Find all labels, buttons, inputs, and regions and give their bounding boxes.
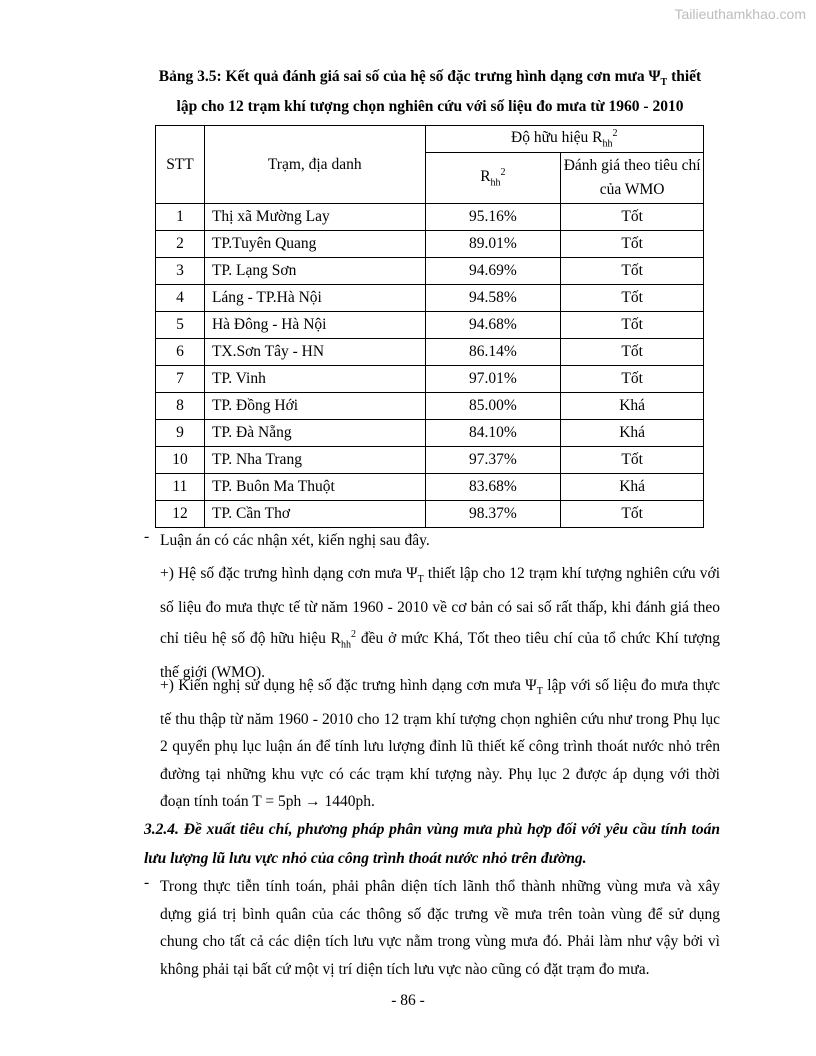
cell-eval: Khá: [561, 420, 704, 447]
cell-eval: Tốt: [561, 231, 704, 258]
table-row: [156, 366, 704, 393]
cell-stt: 9: [156, 420, 205, 447]
cell-station: TP.Tuyên Quang: [204, 231, 425, 258]
paragraph-intro: Luận án có các nhận xét, kiến nghị sau đây.: [160, 532, 430, 549]
cell-r: 94.58%: [425, 285, 561, 312]
cell-r: 97.01%: [425, 366, 561, 393]
cell-r: 86.14%: [425, 339, 561, 366]
cell-stt: 2: [156, 231, 205, 258]
cell-eval: Tốt: [561, 339, 704, 366]
cell-station: TP. Vinh: [204, 366, 425, 393]
table-row: [156, 501, 704, 528]
table-caption-line-1: Bảng 3.5: Kết quả đánh giá sai số của hệ số đặc trưng hình dạng cơn mưa $\Psi_T$ thiết: [158, 68, 702, 89]
cell-eval: Khá: [561, 393, 704, 420]
header-eval: Đánh giá theo tiêu chí của WMO: [561, 153, 704, 204]
cell-station: TP. Cần Thơ: [204, 501, 425, 528]
cell-stt: 3: [156, 258, 205, 285]
table-row: [156, 339, 704, 366]
cell-stt: 7: [156, 366, 205, 393]
table-header-row: [156, 126, 704, 153]
table-row: [156, 204, 704, 231]
page-number: - 86 -: [391, 992, 425, 1009]
bullet-dash: -: [144, 528, 150, 545]
cell-station: Láng - TP.Hà Nội: [204, 285, 425, 312]
cell-station: Hà Đông - Hà Nội: [204, 312, 425, 339]
cell-eval: Tốt: [561, 312, 704, 339]
header-station: Trạm, địa danh: [204, 126, 425, 204]
watermark: Tailieuthamkhao.com: [674, 6, 806, 22]
cell-eval: Tốt: [561, 258, 704, 285]
cell-r: 85.00%: [425, 393, 561, 420]
table-row: [156, 231, 704, 258]
cell-eval: Khá: [561, 474, 704, 501]
table-caption-line-2: lập cho 12 trạm khí tượng chọn nghiên cứu với số liệu đo mưa từ 1960 - 2010: [176, 98, 684, 115]
paragraph-remark-2: +) Kiến nghị sử dụng hệ số đặc trưng hình dạng cơn mưa $\Psi_T$ lập với số liệu đo mưa thực tế thu thập từ năm 1960 - 2010 cho 12 trạm khí tượng chọn nghiên cứu như trong Phụ lục 2 quyển phụ lục luận án để tính lưu lượng đỉnh lũ thiết kế công trình thoát nước nhỏ trên đường tại những khu vực có các trạm khí tượng này. Phụ lục 2 được áp dụng với thời đoạn tính toán T = 5ph → 1440ph.: [160, 677, 720, 811]
cell-station: Thị xã Mường Lay: [204, 204, 425, 231]
paragraph-remark-1: +) Hệ số đặc trưng hình dạng cơn mưa $\Psi_T$ thiết lập cho 12 trạm khí tượng nghiên cứu với số liệu đo mưa thực tế từ năm 1960 - 2010 về cơ bản có sai số rất thấp, khi đánh giá theo chỉ tiêu hệ số độ hữu hiệu $R_{hh}^2$ đều ở mức Khá, Tốt theo tiêu chí của tổ chức Khí tượng thế giới (WMO).: [160, 565, 721, 681]
cell-r: 89.01%: [425, 231, 561, 258]
cell-stt: 12: [156, 501, 205, 528]
cell-station: TP. Đồng Hới: [204, 393, 425, 420]
cell-station: TP. Buôn Ma Thuột: [204, 474, 425, 501]
cell-station: TP. Lạng Sơn: [204, 258, 425, 285]
cell-stt: 11: [156, 474, 205, 501]
cell-station: TX.Sơn Tây - HN: [204, 339, 425, 366]
cell-eval: Tốt: [561, 501, 704, 528]
section-heading: 3.2.4. Đề xuất tiêu chí, phương pháp phân vùng mưa phù hợp đối với yêu cầu tính toán lưu lượng lũ lưu vực nhỏ của công trình thoát nước nhỏ trên đường.: [144, 821, 720, 867]
cell-r: 98.37%: [425, 501, 561, 528]
cell-eval: Tốt: [561, 366, 704, 393]
cell-eval: Tốt: [561, 204, 704, 231]
table-row: [156, 474, 704, 501]
cell-station: TP. Nha Trang: [204, 447, 425, 474]
paragraph-practice: Trong thực tiễn tính toán, phải phân diện tích lãnh thổ thành những vùng mưa và xây dựng giá trị bình quân của các thông số đặc trưng về mưa trên toàn vùng để sử dụng chung cho tất cả các diện tích lưu vực nằm trong vùng mưa đó. Phải làm như vậy bởi vì không phải tại bất cứ một vị trí diện tích lưu vực nào cũng có đặt trạm đo mưa.: [160, 878, 720, 978]
cell-r: 94.68%: [425, 312, 561, 339]
table-row: [156, 447, 704, 474]
cell-stt: 5: [156, 312, 205, 339]
table-row: [156, 285, 704, 312]
table-row: [156, 258, 704, 285]
cell-r: 95.16%: [425, 204, 561, 231]
cell-r: 97.37%: [425, 447, 561, 474]
table-row: [156, 393, 704, 420]
bullet-dash-2: -: [144, 874, 150, 891]
cell-stt: 1: [156, 204, 205, 231]
cell-eval: Tốt: [561, 447, 704, 474]
results-table: [155, 125, 704, 528]
table-row: [156, 312, 704, 339]
cell-stt: 10: [156, 447, 205, 474]
cell-r: 83.68%: [425, 474, 561, 501]
cell-eval: Tốt: [561, 285, 704, 312]
cell-stt: 4: [156, 285, 205, 312]
cell-stt: 8: [156, 393, 205, 420]
cell-stt: 6: [156, 339, 205, 366]
table-row: [156, 420, 704, 447]
cell-station: TP. Đà Nẵng: [204, 420, 425, 447]
cell-r: 94.69%: [425, 258, 561, 285]
header-stt: STT: [156, 126, 205, 204]
cell-r: 84.10%: [425, 420, 561, 447]
header-efficiency-group: Độ hữu hiệu $R_{hh}^2$: [425, 126, 704, 153]
header-r: $R_{hh}^2$: [425, 153, 561, 204]
